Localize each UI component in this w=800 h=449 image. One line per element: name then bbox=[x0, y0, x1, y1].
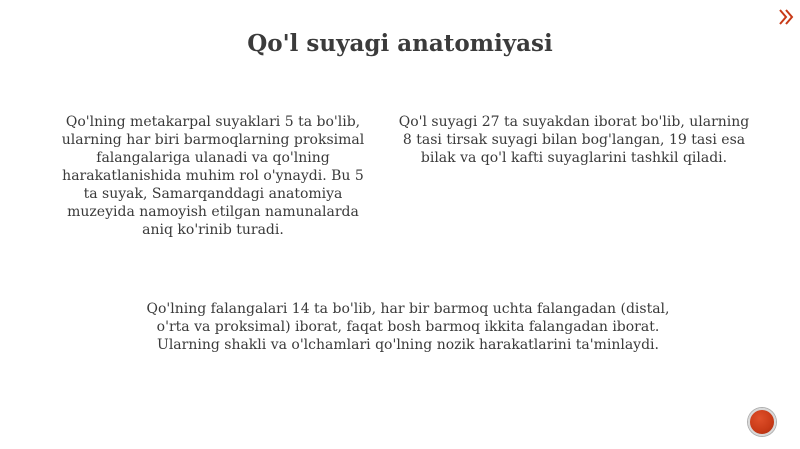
double-chevron-right-icon bbox=[778, 8, 794, 26]
phalanges-paragraph: Qo'lning falangalari 14 ta bo'lib, har bir barmoq uchta falangadan (distal, o'rta va proksimal) iborat, faqat bosh barmoq ikkita falangadan iborat. Ularning shakli va o'lchamlari qo'lning nozik harakatlarini ta'minlaydi. bbox=[146, 301, 670, 353]
bone-count-paragraph: Qo'l suyagi 27 ta suyakdan iborat bo'lib, ularning 8 tasi tirsak suyagi bilan bog'langan, 19 tasi esa bilak va qo'l kafti suyaglarini tashkil qiladi. bbox=[398, 114, 750, 166]
slide-title: Qo'l suyagi anatomiyasi bbox=[247, 30, 553, 57]
metacarpal-paragraph: Qo'lning metakarpal suyaklari 5 ta bo'lib, ularning har biri barmoqlarning proksimal falangalariga ulanadi va qo'lning harakatlanishida muhim rol o'ynaydi. Bu 5 ta suyak, Samarqanddagi anatomiya muzeyida namoyish etilgan namunalarda aniq ko'rinib turadi. bbox=[61, 114, 365, 238]
next-slide-button[interactable] bbox=[748, 408, 776, 436]
